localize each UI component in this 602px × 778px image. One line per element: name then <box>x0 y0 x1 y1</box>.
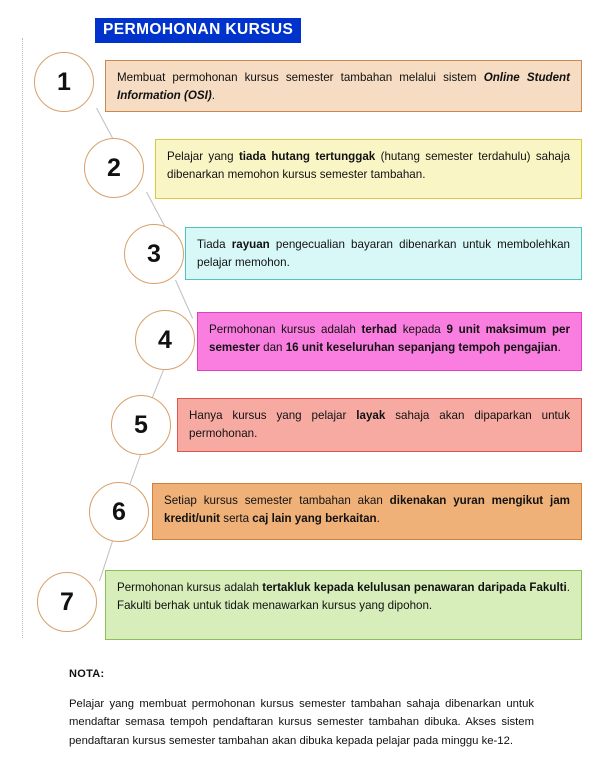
step-5-box: Hanya kursus yang pelajar layak sahaja akan dipaparkan untuk permohonan. <box>177 398 582 452</box>
nota-body: Pelajar yang membuat permohonan kursus semester tambahan sahaja dibenarkan untuk mendaftar semasa tempoh pendaftaran kursus semester tambahan dibuka. Akses sistem pendaftaran kursus semester tambahan akan dibuka kepada pelajar pada minggu ke-12. <box>69 698 534 747</box>
flow-spine <box>22 38 23 638</box>
step-3-box: Tiada rayuan pengecualian bayaran dibenarkan untuk membolehkan pelajar memohon. <box>185 227 582 280</box>
step-3-number: 3 <box>124 224 184 284</box>
step-1-number: 1 <box>34 52 94 112</box>
step-1-box: Membuat permohonan kursus semester tambahan melalui sistem Online Student Information (OSI). <box>105 60 582 112</box>
step-4-box: Permohonan kursus adalah terhad kepada 9 unit maksimum per semester dan 16 unit keseluruhan sepanjang tempoh pengajian. <box>197 312 582 371</box>
step-6-box: Setiap kursus semester tambahan akan dikenakan yuran mengikut jam kredit/unit serta caj lain yang berkaitan. <box>152 483 582 540</box>
step-2-number: 2 <box>84 138 144 198</box>
step-7-number: 7 <box>37 572 97 632</box>
page-title: PERMOHONAN KURSUS <box>95 18 301 43</box>
step-5-number: 5 <box>111 395 171 455</box>
nota-heading: NOTA: <box>69 668 105 680</box>
step-4-number: 4 <box>135 310 195 370</box>
step-7-box: Permohonan kursus adalah tertakluk kepada kelulusan penawaran daripada Fakulti. Fakulti berhak untuk tidak menawarkan kursus yang dipohon. <box>105 570 582 640</box>
step-6-number: 6 <box>89 482 149 542</box>
step-2-box: Pelajar yang tiada hutang tertunggak (hutang semester terdahulu) sahaja dibenarkan memohon kursus semester tambahan. <box>155 139 582 199</box>
